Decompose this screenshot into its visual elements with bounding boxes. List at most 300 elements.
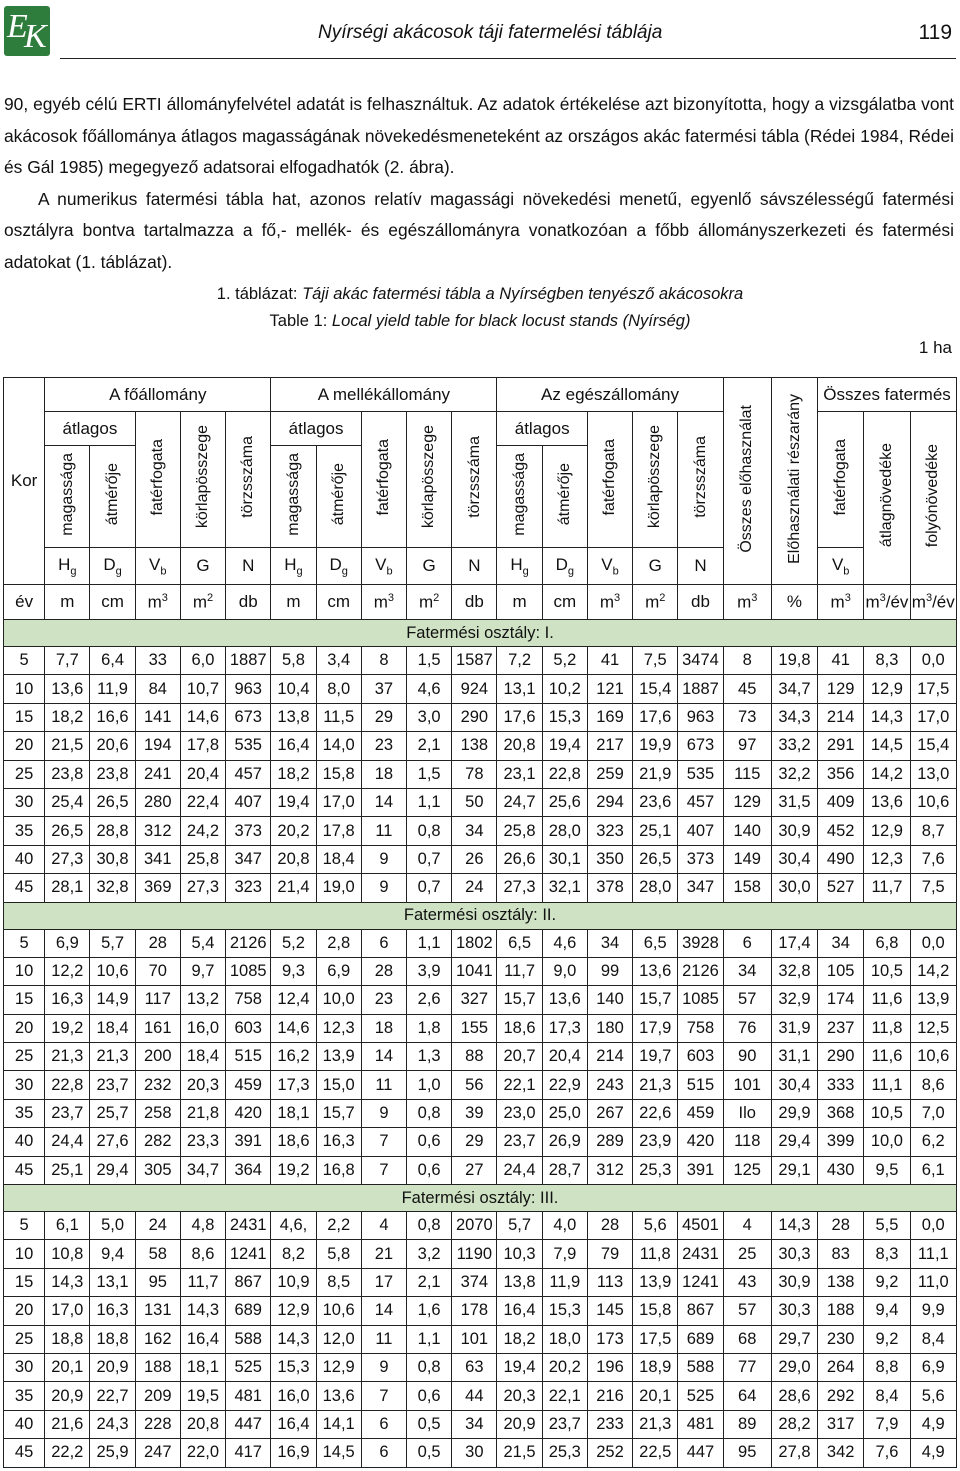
table-cell: 525 [678, 1382, 723, 1410]
table-cell: 0,7 [407, 874, 452, 902]
table-cell: 294 [587, 788, 632, 816]
table-cell: 17,5 [910, 675, 956, 703]
table-cell: 73 [723, 703, 771, 731]
table-cell: 19,9 [633, 732, 678, 760]
table-cell: 196 [587, 1353, 632, 1381]
table-cell: 13,1 [497, 675, 542, 703]
table-cell: 11,9 [542, 1268, 587, 1296]
table-cell: 7 [361, 1128, 406, 1156]
page-number: 119 [918, 21, 952, 44]
table-cell: 689 [226, 1297, 271, 1325]
table-cell: 373 [678, 845, 723, 873]
table-row [4, 1410, 957, 1438]
table-cell: 17,6 [633, 703, 678, 731]
table-cell: 10,6 [316, 1297, 361, 1325]
table-row [4, 1353, 957, 1381]
atlagos-header-fo: átlagos [45, 412, 135, 446]
table-cell: 3,4 [316, 647, 361, 675]
table-row [4, 760, 957, 788]
section-title: Fatermési osztály: II. [4, 902, 957, 929]
table-cell: 22,8 [542, 760, 587, 788]
col-header-osszes-fatérfogata: fatérfogata [818, 412, 864, 548]
table-cell: 342 [818, 1439, 864, 1467]
symbol-cell-14: N [678, 548, 723, 585]
table-row [4, 1071, 957, 1099]
table-cell: 420 [226, 1099, 271, 1127]
section-header-row [4, 620, 957, 647]
table-cell: 32,8 [771, 957, 817, 985]
unit-cell-14: $m^2$ [633, 585, 678, 620]
table-cell: 378 [587, 874, 632, 902]
table-cell: 241 [135, 760, 180, 788]
table-cell: 16,4 [271, 732, 316, 760]
table-cell: 12,9 [316, 1353, 361, 1381]
table-cell: 68 [723, 1325, 771, 1353]
unit-cell-19: $m^3/év$ [864, 585, 910, 620]
table-cell: 10,0 [316, 986, 361, 1014]
table-cell: 21,5 [45, 732, 90, 760]
table-cell: 7,6 [864, 1439, 910, 1467]
table-cell: 9,2 [864, 1268, 910, 1296]
table-cell: 6,9 [910, 1353, 956, 1381]
table-row [4, 1439, 957, 1467]
col-header-egesz-törzsszáma: törzsszáma [678, 412, 723, 548]
table-cell: 33 [135, 647, 180, 675]
table-cell: 11 [361, 1325, 406, 1353]
table-cell: 8 [361, 647, 406, 675]
table-cell: 58 [135, 1240, 180, 1268]
table-cell: 18,8 [90, 1325, 135, 1353]
table-cell: 10,6 [910, 788, 956, 816]
table-cell: 6 [361, 929, 406, 957]
table-cell: 28 [135, 929, 180, 957]
table-cell: 18,1 [271, 1099, 316, 1127]
table-cell: 27 [452, 1156, 497, 1184]
table-cell: 1190 [452, 1240, 497, 1268]
table-cell: 25,7 [90, 1099, 135, 1127]
table-cell: 97 [723, 732, 771, 760]
table-cell: 13,6 [542, 986, 587, 1014]
table-cell: 34 [587, 929, 632, 957]
table-cell: 15,7 [633, 986, 678, 1014]
caption-hu-label: 1. táblázat: [216, 285, 303, 303]
symbol-cell-2: $V_b$ [135, 548, 180, 585]
table-cell: 13,8 [271, 703, 316, 731]
table-cell: 0,0 [910, 929, 956, 957]
col-header-fo-törzsszáma: törzsszáma [226, 412, 271, 548]
table-cell: 317 [818, 1410, 864, 1438]
table-cell: 188 [818, 1297, 864, 1325]
table-cell: 481 [678, 1410, 723, 1438]
table-cell: 34 [452, 1410, 497, 1438]
table-cell: 18,2 [271, 760, 316, 788]
table-cell: 26,5 [633, 845, 678, 873]
header-rule [60, 58, 956, 59]
age-cell: 5 [4, 647, 45, 675]
table-cell: 2126 [678, 957, 723, 985]
table-cell: 18,4 [316, 845, 361, 873]
table-cell: 1241 [678, 1268, 723, 1296]
table-cell: 180 [587, 1014, 632, 1042]
table-cell: 34,7 [180, 1156, 225, 1184]
atlagos-header-mellek: átlagos [271, 412, 361, 446]
table-cell: 4,9 [910, 1410, 956, 1438]
table-cell: 1,1 [407, 929, 452, 957]
table-cell: 18,8 [45, 1325, 90, 1353]
table-cell: 5,2 [542, 647, 587, 675]
table-cell: 4,6 [542, 929, 587, 957]
table-cell: 117 [135, 986, 180, 1014]
table-cell: 6,5 [633, 929, 678, 957]
table-cell: 115 [723, 760, 771, 788]
symbol-cell-5: $H_g$ [271, 548, 316, 585]
table-cell: 9,4 [90, 1240, 135, 1268]
age-cell: 10 [4, 1240, 45, 1268]
table-cell: 44 [452, 1382, 497, 1410]
table-row [4, 1382, 957, 1410]
unit-cell-16: $m^3$ [723, 585, 771, 620]
col-header-mellek-törzsszáma: törzsszáma [452, 412, 497, 548]
unit-cell-10: db [452, 585, 497, 620]
table-cell: 22,0 [180, 1439, 225, 1467]
table-cell: 11,5 [316, 703, 361, 731]
table-cell: 430 [818, 1156, 864, 1184]
age-cell: 30 [4, 1071, 45, 1099]
table-cell: 16,4 [271, 1410, 316, 1438]
table-cell: 19,4 [497, 1353, 542, 1381]
table-cell: 327 [452, 986, 497, 1014]
table-row [4, 1043, 957, 1071]
table-cell: 457 [226, 760, 271, 788]
age-cell: 35 [4, 817, 45, 845]
table-cell: 4,6, [271, 1212, 316, 1240]
age-cell: 30 [4, 1353, 45, 1381]
table-cell: 1,1 [407, 1325, 452, 1353]
table-cell: 14,3 [771, 1212, 817, 1240]
col-header-mellek-fatérfogata: fatérfogata [361, 412, 406, 548]
table-row [4, 1156, 957, 1184]
table-cell: 0,8 [407, 1353, 452, 1381]
table-cell: 3928 [678, 929, 723, 957]
table-row [4, 703, 957, 731]
paragraph-1: 90, egyéb célú ERTI állományfelvétel adatát is felhasználtuk. Az adatok értékelése azt bizonyította, hogy a vizsgálatba vont akácosok főállománya átlagos magasságának növekedésmeneteként az országos akác fatermési tábla (Rédei 1984, Rédei és Gál 1985) megegyező adatsorai elfogadhatók (2. ábra). [4, 94, 954, 177]
table-cell: 0,6 [407, 1156, 452, 1184]
table-cell: 15,7 [316, 1099, 361, 1127]
table-cell: 25,3 [633, 1156, 678, 1184]
table-cell: 25,1 [45, 1156, 90, 1184]
table-row [4, 1128, 957, 1156]
table-cell: 19,5 [180, 1382, 225, 1410]
table-cell: 264 [818, 1353, 864, 1381]
table-cell: 31,1 [771, 1043, 817, 1071]
table-cell: 27,6 [90, 1128, 135, 1156]
age-cell: 30 [4, 788, 45, 816]
table-row [4, 1099, 957, 1127]
table-cell: 30,4 [771, 1071, 817, 1099]
table-cell: 1041 [452, 957, 497, 985]
running-title: Nyírségi akácosok táji fatermelési táblája [318, 22, 663, 43]
table-cell: 5,8 [271, 647, 316, 675]
table-cell: 131 [135, 1297, 180, 1325]
table-cell: 70 [135, 957, 180, 985]
table-cell: 6,8 [864, 929, 910, 957]
table-cell: 2,1 [407, 732, 452, 760]
table-cell: 369 [135, 874, 180, 902]
table-cell: 15,4 [910, 732, 956, 760]
table-cell: 10,0 [864, 1128, 910, 1156]
table-cell: 13,6 [633, 957, 678, 985]
table-cell: 24 [135, 1212, 180, 1240]
symbol-cell-0: $H_g$ [45, 548, 90, 585]
age-cell: 20 [4, 1014, 45, 1042]
table-cell: 29,0 [771, 1353, 817, 1381]
table-cell: 7,7 [45, 647, 90, 675]
table-cell: 924 [452, 675, 497, 703]
table-cell: 26,6 [497, 845, 542, 873]
table-cell: 758 [226, 986, 271, 1014]
table-cell: 417 [226, 1439, 271, 1467]
table-cell: 17,4 [771, 929, 817, 957]
table-cell: 7,2 [497, 647, 542, 675]
table-cell: 25,8 [180, 845, 225, 873]
table-cell: 28,7 [542, 1156, 587, 1184]
col-header-mellek-körlapösszege: körlapösszege [407, 412, 452, 548]
col-header-egesz-átmérője: átmérője [542, 446, 587, 548]
symbol-cell-4: N [226, 548, 271, 585]
table-cell: 0,5 [407, 1410, 452, 1438]
table-cell: 13,2 [180, 986, 225, 1014]
symbol-cell-3: G [180, 548, 225, 585]
table-cell: 2431 [226, 1212, 271, 1240]
yield-table [3, 377, 957, 1468]
table-cell: 5,6 [633, 1212, 678, 1240]
table-cell: 2,8 [316, 929, 361, 957]
table-cell: 169 [587, 703, 632, 731]
table-cell: 5,8 [316, 1240, 361, 1268]
table-cell: 18,4 [90, 1014, 135, 1042]
table-cell: 25,6 [542, 788, 587, 816]
table-cell: 14,9 [90, 986, 135, 1014]
table-cell: 22,4 [180, 788, 225, 816]
table-cell: 20,9 [90, 1353, 135, 1381]
table-cell: 34 [452, 817, 497, 845]
table-cell: 125 [723, 1156, 771, 1184]
table-cell: 77 [723, 1353, 771, 1381]
table-cell: 603 [226, 1014, 271, 1042]
col-header-folyonovedek: folyónövedéke [910, 412, 956, 585]
table-cell: 4501 [678, 1212, 723, 1240]
table-cell: 374 [452, 1268, 497, 1296]
table-cell: 237 [818, 1014, 864, 1042]
table-cell: 17,8 [180, 732, 225, 760]
table-cell: 291 [818, 732, 864, 760]
table-cell: 312 [135, 817, 180, 845]
table-cell: 23,9 [633, 1128, 678, 1156]
table-cell: 28,0 [542, 817, 587, 845]
table-body [4, 620, 957, 1468]
table-cell: 1,0 [407, 1071, 452, 1099]
table-cell: 30,3 [771, 1240, 817, 1268]
table-cell: 3,0 [407, 703, 452, 731]
table-cell: 141 [135, 703, 180, 731]
table-cell: 2126 [226, 929, 271, 957]
table-cell: 29,7 [771, 1325, 817, 1353]
table-cell: 34 [723, 957, 771, 985]
table-cell: 13,6 [45, 675, 90, 703]
paragraph-2: A numerikus fatermési tábla hat, azonos relatív magassági növekedési menetű, egyenlő sávszélességű fatermési osztályra bontva tartalmazza a fő,- mellék- és egészállományra vonatkozóan a főbb állományszerkezeti és fatermési adatokat (1. táblázat). [4, 188, 954, 272]
table-cell: 145 [587, 1297, 632, 1325]
col-header-atlagnovedek: átlagnövedéke [864, 412, 910, 585]
table-cell: 20,4 [180, 760, 225, 788]
table-cell: 12,4 [271, 986, 316, 1014]
age-cell: 40 [4, 845, 45, 873]
table-row [4, 1297, 957, 1325]
table-cell: 174 [818, 986, 864, 1014]
table-cell: 138 [452, 732, 497, 760]
publisher-logo [4, 6, 50, 56]
table-cell: 113 [587, 1268, 632, 1296]
table-cell: 5,2 [271, 929, 316, 957]
table-cell: 7,0 [910, 1099, 956, 1127]
table-cell: 1,1 [407, 788, 452, 816]
table-cell: 2,2 [316, 1212, 361, 1240]
table-cell: 20,7 [497, 1043, 542, 1071]
table-cell: 15,7 [497, 986, 542, 1014]
table-cell: 6,9 [316, 957, 361, 985]
group-header-egesz: Az egészállomány [497, 378, 723, 412]
table-cell: 200 [135, 1043, 180, 1071]
table-cell: 1887 [226, 647, 271, 675]
age-cell: 25 [4, 760, 45, 788]
unit-cell-6: m [271, 585, 316, 620]
col-header-mellek-magassága: magassága [271, 446, 316, 548]
col-header-egesz-fatérfogata: fatérfogata [587, 412, 632, 548]
table-cell: 7 [361, 1382, 406, 1410]
unit-cell-4: $m^2$ [180, 585, 225, 620]
table-cell: 30,9 [771, 1268, 817, 1296]
table-cell: 30 [452, 1439, 497, 1467]
table-cell: 83 [818, 1240, 864, 1268]
table-cell: 8,5 [316, 1268, 361, 1296]
table-cell: 15,3 [542, 1297, 587, 1325]
table-cell: 420 [678, 1128, 723, 1156]
table-cell: 11,8 [864, 1014, 910, 1042]
col-header-egesz-magassága: magassága [497, 446, 542, 548]
table-cell: 41 [818, 647, 864, 675]
unit-cell-11: m [497, 585, 542, 620]
table-cell: 20,1 [633, 1382, 678, 1410]
unit-cell-18: $m^3$ [818, 585, 864, 620]
table-cell: 17,0 [316, 788, 361, 816]
table-cell: 12,9 [864, 817, 910, 845]
table-caption-hu [0, 285, 960, 304]
table-cell: 14,0 [316, 732, 361, 760]
table-cell: 105 [818, 957, 864, 985]
table-cell: 12,2 [45, 957, 90, 985]
table-cell: 26,9 [542, 1128, 587, 1156]
section-header-row [4, 1185, 957, 1212]
table-cell: 4 [361, 1212, 406, 1240]
table-cell: 8,3 [864, 1240, 910, 1268]
table-cell: 10,3 [497, 1240, 542, 1268]
table-cell: 20,1 [45, 1353, 90, 1381]
table-cell: 99 [587, 957, 632, 985]
table-cell: 0,5 [407, 1439, 452, 1467]
table-cell: 11,6 [864, 1043, 910, 1071]
table-cell: 26 [452, 845, 497, 873]
unit-cell-20: $m^3/év$ [910, 585, 956, 620]
table-cell: 121 [587, 675, 632, 703]
table-cell: 5,7 [497, 1212, 542, 1240]
table-cell: 6,4 [90, 647, 135, 675]
table-cell: 22,6 [633, 1099, 678, 1127]
table-cell: 23,6 [633, 788, 678, 816]
table-cell: 9,0 [542, 957, 587, 985]
symbol-cell-11: $D_g$ [542, 548, 587, 585]
table-cell: 21,3 [45, 1043, 90, 1071]
table-cell: 78 [452, 760, 497, 788]
age-cell: 5 [4, 929, 45, 957]
table-cell: Ilo [723, 1099, 771, 1127]
table-cell: 13,9 [910, 986, 956, 1014]
table-cell: 25,4 [45, 788, 90, 816]
table-cell: 228 [135, 1410, 180, 1438]
table-cell: 233 [587, 1410, 632, 1438]
table-cell: 23,0 [497, 1099, 542, 1127]
table-cell: 292 [818, 1382, 864, 1410]
table-cell: 10,4 [271, 675, 316, 703]
table-cell: 373 [226, 817, 271, 845]
table-cell: 30,3 [771, 1297, 817, 1325]
table-cell: 20,4 [542, 1043, 587, 1071]
table-cell: 14 [361, 1297, 406, 1325]
table-cell: 5,4 [180, 929, 225, 957]
symbol-cell-total: $V_b$ [818, 548, 864, 585]
table-cell: 14,6 [180, 703, 225, 731]
table-cell: 12,3 [864, 845, 910, 873]
section-title: Fatermési osztály: I. [4, 620, 957, 647]
table-cell: 95 [135, 1268, 180, 1296]
table-cell: 8,4 [910, 1325, 956, 1353]
table-cell: 32,1 [542, 874, 587, 902]
table-cell: 23,7 [90, 1071, 135, 1099]
table-cell: 28 [818, 1212, 864, 1240]
unit-cell-12: cm [542, 585, 587, 620]
table-cell: 333 [818, 1071, 864, 1099]
table-cell: 588 [226, 1325, 271, 1353]
table-cell: 45 [723, 675, 771, 703]
table-cell: 6,0 [180, 647, 225, 675]
table-cell: 18,4 [180, 1043, 225, 1071]
table-cell: 16,8 [316, 1156, 361, 1184]
table-cell: 21,3 [90, 1043, 135, 1071]
table-cell: 161 [135, 1014, 180, 1042]
logo-letter-e: E [7, 8, 28, 45]
unit-cell-9: $m^2$ [407, 585, 452, 620]
symbol-cell-13: G [633, 548, 678, 585]
table-cell: 11,8 [633, 1240, 678, 1268]
table-cell: 232 [135, 1071, 180, 1099]
table-row [4, 647, 957, 675]
table-cell: 14,5 [316, 1439, 361, 1467]
table-cell: 56 [452, 1071, 497, 1099]
table-cell: 19,4 [542, 732, 587, 760]
table-cell: 84 [135, 675, 180, 703]
table-cell: 162 [135, 1325, 180, 1353]
table-cell: 0,0 [910, 1212, 956, 1240]
table-cell: 14 [361, 1043, 406, 1071]
table-cell: 20,2 [271, 817, 316, 845]
